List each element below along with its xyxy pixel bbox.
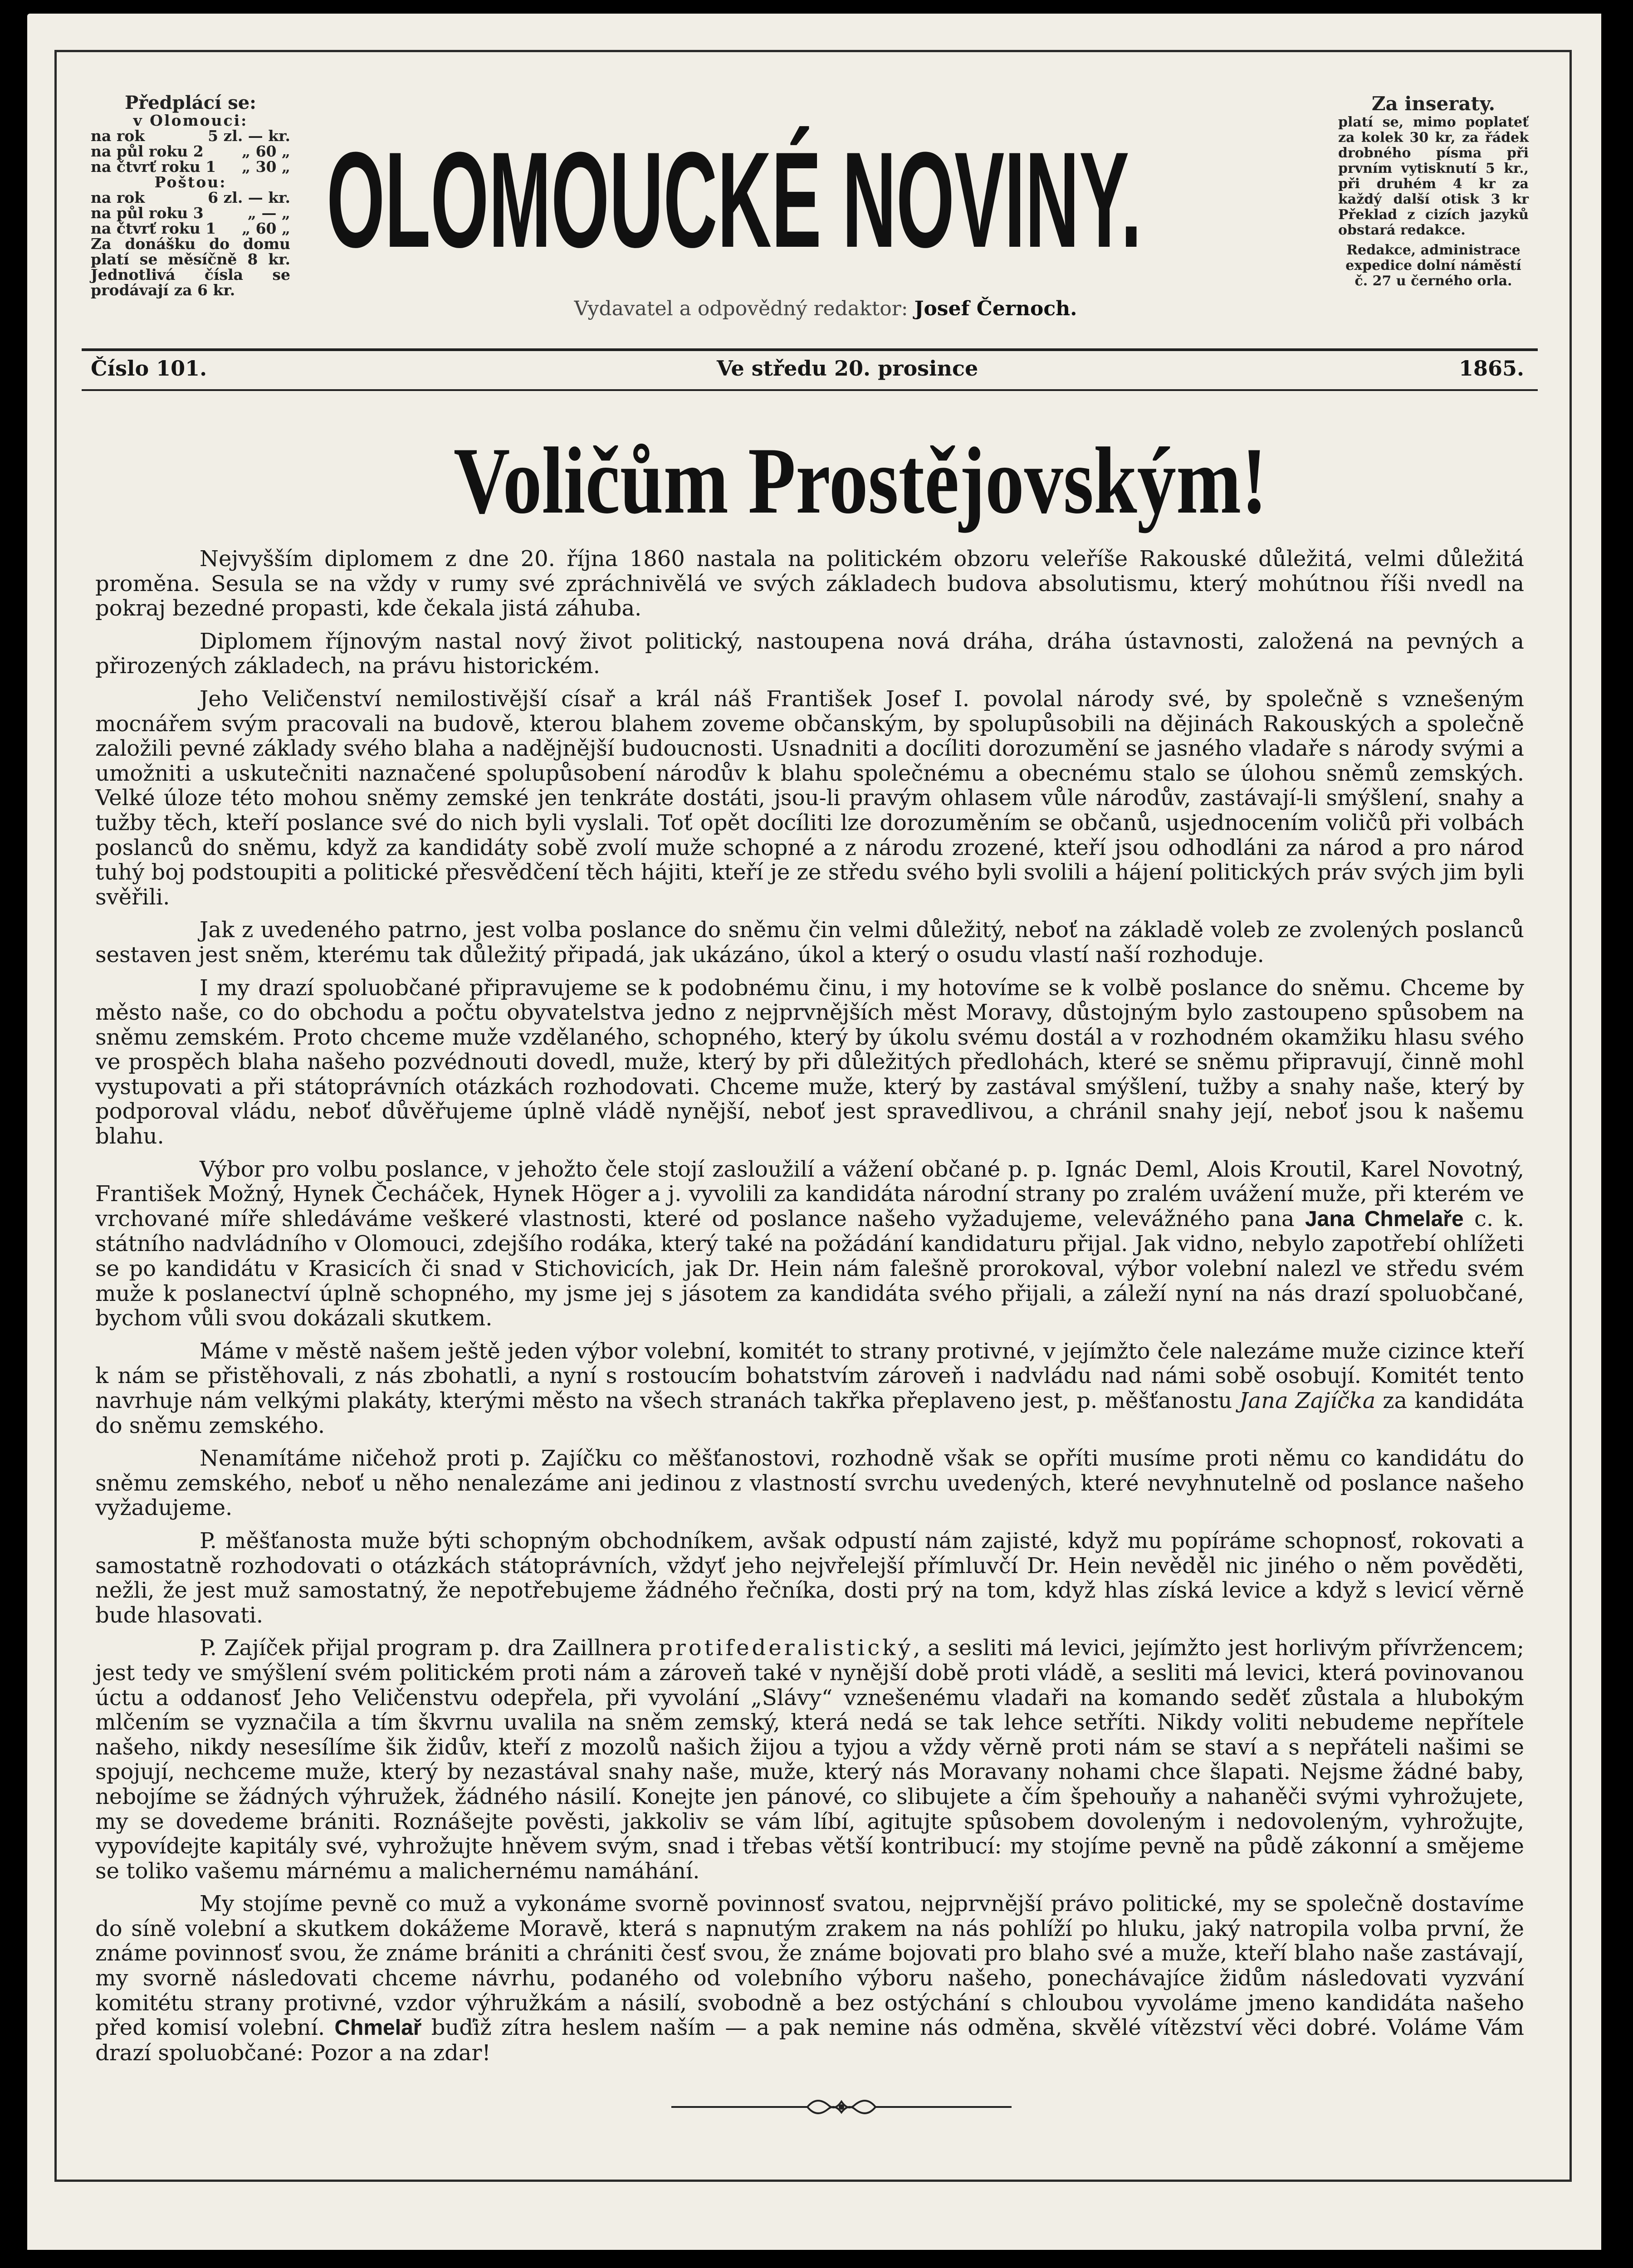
spaced-word: protifederalistický (659, 1635, 914, 1661)
editorial-address: Redakce, administrace expedice dolní náměstí č. 27 u černého orla. (1345, 242, 1521, 289)
local-label: v Olomouci: (133, 112, 248, 129)
paragraph-text: Máme v městě našem ještě jeden výbor volební, komitét to strany protivné, v jejímžto čele nalezáme muže cizince kteří k nám se přistěhovali, z nás zbohatli, a nyní s rostoucím bohatstvím zároveň i nadvládu nad námi sobě osobují. Komitét tento navrhuje nám velkými plakáty, kterými město na všech stranách takřka přeplaveno jest, p. měšťanostu (95, 1338, 1524, 1413)
price-label: na půl roku 2 (91, 142, 204, 160)
candidate-name: Jana Chmelaře (1305, 1207, 1464, 1231)
paragraph-text: , a sesliti má levici, jejímžto jest horlivým přívržencem; jest tedy ve smýšlení svém politickém proti nám a zároveň také v nynější době proti vládě, a sesliti má levici, která povinovanou úctu a oddanosť Jeho Veličenstvu odepřela, při vyvolání „Slávy“ vznešenému vladaři na komando seděť zůstala a hlubokým mlčením se vyznačila a tím škvrnu uvalila na sněm zemský, která nedá se tak lehce setříti. Nikdy voliti nebudeme nepřítele našeho, nikdy nesesílíme šik židův, kteří z mozolů našich žijou a tyjou a vždy věrně proti nám se staví a s nepřáteli našimi se spojují, nechceme muže, který by nezastával snahy naše, muže, který nás Moravany nohami chce šlapati. Nejsme žádné baby, nebojíme se žádných výhružek, žádného násilí. Konejte jen pánové, co slibujete a čím špehouňy a nahaněči svými vyhrožujete, my se dovedeme brániti. Roznášejte pověsti, jakkoliv se vám líbí, agitujte spůsobem dovoleným i nedovoleným, vyhrožujte, vypovídejte kapitály své, vyhrožujte hněvem svým, snad i třebas větší kontribucí: my stojíme pevně na půdě zákonní a smějeme se toliko vašemu márnému a malichernému namáhání. (95, 1635, 1524, 1884)
price-label: na rok (91, 127, 145, 145)
price-value: „ — „ (248, 204, 290, 222)
price-value: „ 60 „ (242, 220, 290, 237)
paragraph-text: My stojíme pevně co muž a vykonáme svorně povinnosť svatou, nejprvnější právo politické, my se společně dostavíme do síně volební a skutkem dokážeme Moravě, která s napnutým zrakem na nás pohlíží po hluku, jaký natropila volba první, že známe povinnosť svou, že známe brániti a chrániti česť svou, že známe bojovati pro blaho své a muže, kteří blaho naše zastávají, my svorně následovati chceme návrhu, podaného od volebního výboru našeho, ponechávajíce židům následovati vyzvání komitétu strany protivné, vzdor výhružkám a násilí, svobodně a bez ostýchání s chloubou vyvoláme jmeno kandidáta našeho před komisí volební. (95, 1891, 1524, 2041)
price-row (91, 190, 290, 205)
issue-year: 1865. (1458, 356, 1524, 381)
price-row (91, 205, 290, 221)
post-label: Poštou: (154, 173, 227, 191)
paragraph-text: c. k. státního nadvládního v Olomouci, zdejšího rodáka, který také na požádání kandidaturu přijal. Jak vidno, nebylo zapotřebí ohlížeti se po kandidátu v Krasicích či snad v Stichovicích, jak Dr. Hein nám falešně prorokoval, výbor volební nalezl ve středu svém muže k poslanectví úplně schopného, my jsme jej s jásotem za kandidáta svého přijali, a záleží nyní na nás drazí spoluobčané, bychom vůli svou dokázali skutkem. (95, 1206, 1525, 1331)
paragraph: Jeho Veličenství nemilostivější císař a král náš František Josef I. povolal národy své, by společně s vznešeným mocnářem svým pracovali na budově, kterou blahem zoveme občanským, by spolupůsobili na dějinách Rakouských a společně založili pevné základy svého blaha a nadějnější budoucnosti. Usnadniti a docíliti dorozumění se jasného vladaře s národy svými a umožniti a uskutečniti naznačené spolupůsobení národův k blahu společnému a obecnému stalo se úlohou sněmů zemských. Velké úloze této mohou sněmy zemské jen tenkráte dostáti, jsou-li pravým ohlasem vůle národův, zastávají-li smýšlení, snahy a tužby těch, kteří poslance své do nich byli vyslali. Toť opět docíliti lze dorozuměním se občanů, usjednocením voličů při volbách poslanců do sněmu, když za kandidáty sobě zvolí muže schopné a z národu zrozené, kteří jsou odhodláni za národ a pro národ tuhý boj podstoupiti a politické přesvědčení těch hájiti, kteří je ze středu svého byli svolili a hájení politických práv svých jim byli svěřili. (95, 686, 1524, 910)
price-row (91, 144, 290, 159)
divider (82, 348, 1538, 351)
newspaper-title: OLOMOUCKÉ NOVINY. (327, 123, 1142, 276)
paragraph-text: P. Zajíček přijal program p. dra Zaillnera (200, 1635, 652, 1661)
paragraph (95, 1636, 1524, 1883)
paragraph-text: za kandidáta do sněmu zemského. (95, 1388, 1525, 1438)
article-body (95, 547, 1524, 2073)
price-label: na čtvrť roku 1 (91, 158, 216, 176)
price-label: na rok (91, 189, 145, 206)
price-value: „ 60 „ (242, 142, 290, 160)
price-row (91, 159, 290, 175)
paragraph: P. měšťanosta muže býti schopným obchodníkem, avšak odpustí nám zajisté, když mu popíráme schopnosť, rokovati a samostatně rozhodovati o otázkách státoprávních, vždyť jeho nejvřelejší přímluvčí Dr. Hein nevěděl nic jiného o něm pověděti, nežli, že jest muž samostatný, že nepotřebujeme žádného řečníka, dosti prý na tom, když hlas získá levice a když s levicí věrně bude hlasovati. (95, 1528, 1524, 1628)
subscription-box (91, 93, 290, 298)
inserts-box (1338, 93, 1529, 289)
paragraph: Jak z uvedeného patrno, jest volba poslance do sněmu čin velmi důležitý, neboť na základě voleb ze zvolených poslanců sestaven jest sněm, kterému tak důležitý připadá, jak ukázáno, úkol a který o osudu vlastí naší rozhoduje. (95, 917, 1524, 968)
paragraph: Nejvyšším diplomem z dne 20. října 1860 nastala na politickém obzoru veleříše Rakouské důležitá, velmi důležitá proměna. Sesula se na vždy v rumy své zpráchnivělá ve svých základech budova absolutismu, který mohútnou říši nvedl na pokraj bezedné propasti, kde čekala jistá záhuba. (95, 546, 1524, 621)
issue-line (91, 356, 1524, 383)
divider (82, 389, 1538, 391)
issue-date: Ve středu 20. prosince (717, 356, 978, 381)
editor-name: Josef Černoch. (914, 297, 1077, 320)
article-headline: Voličům Prostějovským! (454, 428, 1267, 533)
opponent-name: Jana Zajíčka (1239, 1388, 1376, 1413)
price-value: 5 zl. — kr. (208, 127, 290, 145)
price-value: 6 zl. — kr. (208, 189, 290, 206)
subscription-heading: Předplácí se: (125, 92, 256, 113)
inserts-heading: Za inseraty. (1371, 93, 1496, 115)
paragraph: Nenamítáme ničehož proti p. Zajíčku co měšťanostovi, rozhodně však se opříti musíme proti němu co kandidátu do sněmu zemského, neboť u něho nenalezáme ani jedinou z vlastností svrchu uvedených, které nevyhnutelně od poslance našeho vyžadujeme. (95, 1446, 1524, 1521)
publisher-label: Vydavatel a odpovědný redaktor: (574, 297, 908, 320)
inserts-text: platí se, mimo poplateť za kolek 30 kr, za řádek drobného písma při prvním vytisknutí 5 kr., při druhém 4 kr za každý další otisk 3 kr Překlad z cizích jazyků obstará redakce. (1338, 114, 1529, 238)
paragraph: I my drazí spoluobčané připravujeme se k podobnému činu, i my hotovíme se k volbě poslance do sněmu. Chceme by město naše, co do obchodu a počtu obyvatelstva jedno z nejprvnějších měst Moravy, důstojným bylo zastoupeno spůsobem na sněmu zemském. Proto chceme muže vzdělaného, schopného, který by úkolu svému dostál a v rozhodném okamžiku hlasu svého ve prospěch blaha našeho pozvédnouti dovedl, muže, který by při důležitých předlohách, které se sněmu připravují, činně mohl vystupovati a při státoprávních otázkách rozhodovati. Chceme muže, který by zastával smýšlení, tužby a snahy naše, který by podporoval vládu, neboť důvěřujeme úplně vládě nynější, neboť jest spravedlivou, a chránil snahy její, neboť jsou k našemu blahu. (95, 975, 1524, 1149)
ornament-divider (671, 2093, 1012, 2121)
candidate-name: Chmelař (334, 2016, 422, 2040)
paragraph (95, 1892, 1524, 2065)
price-row (91, 221, 290, 236)
price-label: na půl roku 3 (91, 204, 204, 222)
paragraph (95, 1157, 1524, 1331)
price-label: na čtvrť roku 1 (91, 220, 216, 237)
issue-number: Číslo 101. (91, 356, 207, 381)
paragraph (95, 1339, 1524, 1438)
delivery-note: Za donášku do domu platí se měsíčně 8 kr. Jednotlivá čísla se prodávají za 6 kr. (91, 235, 290, 299)
paragraph: Diplomem říjnovým nastal nový život politický, nastoupena nová dráha, dráha ústavnosti, založená na pevných a přirozených základech, na právu historickém. (95, 628, 1524, 679)
price-value: „ 30 „ (242, 158, 290, 176)
paragraph-text: Výbor pro volbu poslance, v jehožto čele stojí zasloužilí a vážení občané p. p. Ignác Deml, Alois Kroutil, Karel Novotný, František Možný, Hynek Čecháček, Hynek Höger a j. vyvolili za kandidáta národní strany po zralém uvážení muže, při kterém ve vrchované míře shledáváme veškeré vlastnosti, které od poslance našeho vyžadujeme, velevážného pana (95, 1156, 1524, 1232)
publisher-line (531, 297, 1120, 320)
price-row (91, 128, 290, 144)
paragraph-text: buďiž zítra heslem naším — a pak nemine nás odměna, skvělé vítězství věci dobré. Voláme Vám drazí spoluobčané: Pozor a na zdar! (95, 2015, 1524, 2066)
